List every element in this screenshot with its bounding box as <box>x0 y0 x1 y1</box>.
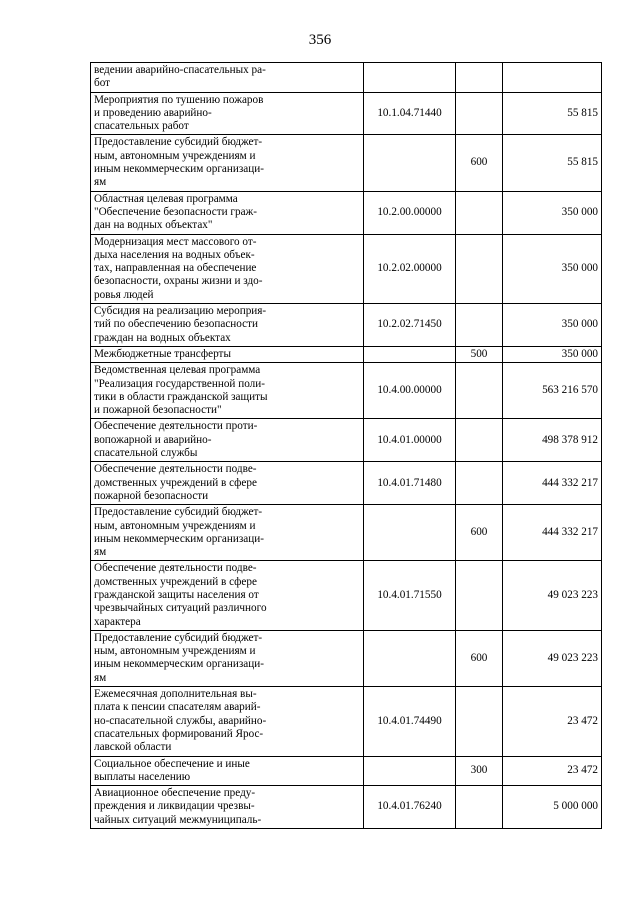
table-row <box>91 304 602 347</box>
row-code-cell: 10.2.02.71450 <box>364 304 456 347</box>
row-code-cell <box>364 346 456 362</box>
row-name-cell: Предоставление субсидий бюджет- ным, автономным учреждениям и иным некоммерческим организаци- ям <box>91 135 364 191</box>
row-name-cell: Ежемесячная дополнительная вы- плата к пенсии спасателям аварий- но-спасательной службы, аварийно- спасательных формирований Ярос- лавской области <box>91 687 364 756</box>
row-name-cell: Ведомственная целевая программа "Реализация государственной поли- тики в области гражданской защиты и пожарной безопасности" <box>91 363 364 419</box>
row-type-cell <box>456 786 503 829</box>
row-sum-cell: 444 332 217 <box>503 462 602 505</box>
row-code-cell <box>364 63 456 93</box>
row-name-cell: Обеспечение деятельности подве- домственных учреждений в сфере пожарной безопасности <box>91 462 364 505</box>
budget-table <box>90 62 602 829</box>
row-sum-cell: 55 815 <box>503 92 602 135</box>
row-type-cell <box>456 304 503 347</box>
row-type-cell: 500 <box>456 346 503 362</box>
table-row <box>91 346 602 362</box>
row-sum-cell: 498 378 912 <box>503 419 602 462</box>
row-name-cell: Предоставление субсидий бюджет- ным, автономным учреждениям и иным некоммерческим организаци- ям <box>91 505 364 561</box>
row-name-cell: Социальное обеспечение и иные выплаты населению <box>91 756 364 786</box>
row-type-cell <box>456 63 503 93</box>
row-sum-cell: 23 472 <box>503 756 602 786</box>
table-row <box>91 363 602 419</box>
row-type-cell <box>456 234 503 303</box>
row-sum-cell: 5 000 000 <box>503 786 602 829</box>
row-code-cell: 10.4.01.76240 <box>364 786 456 829</box>
row-type-cell <box>456 462 503 505</box>
table-row <box>91 191 602 234</box>
table-row <box>91 561 602 630</box>
row-sum-cell: 350 000 <box>503 234 602 303</box>
row-sum-cell: 350 000 <box>503 191 602 234</box>
row-sum-cell <box>503 63 602 93</box>
row-name-cell: Мероприятия по тушению пожаров и проведению аварийно- спасательных работ <box>91 92 364 135</box>
table-row <box>91 419 602 462</box>
table-row <box>91 92 602 135</box>
row-name-cell: Межбюджетные трансферты <box>91 346 364 362</box>
row-code-cell <box>364 135 456 191</box>
row-sum-cell: 49 023 223 <box>503 630 602 686</box>
row-type-cell: 600 <box>456 630 503 686</box>
row-sum-cell: 55 815 <box>503 135 602 191</box>
row-code-cell <box>364 630 456 686</box>
row-sum-cell: 350 000 <box>503 304 602 347</box>
row-type-cell <box>456 92 503 135</box>
row-code-cell: 10.2.02.00000 <box>364 234 456 303</box>
row-type-cell <box>456 687 503 756</box>
row-name-cell: Предоставление субсидий бюджет- ным, автономным учреждениям и иным некоммерческим организаци- ям <box>91 630 364 686</box>
row-name-cell: Обеспечение деятельности проти- вопожарной и аварийно- спасательной службы <box>91 419 364 462</box>
budget-table-body <box>91 63 602 829</box>
row-sum-cell: 444 332 217 <box>503 505 602 561</box>
table-row <box>91 505 602 561</box>
row-type-cell: 600 <box>456 505 503 561</box>
row-code-cell: 10.4.00.00000 <box>364 363 456 419</box>
row-type-cell <box>456 561 503 630</box>
row-sum-cell: 23 472 <box>503 687 602 756</box>
table-row <box>91 135 602 191</box>
row-name-cell: Областная целевая программа "Обеспечение безопасности граж- дан на водных объектах" <box>91 191 364 234</box>
row-code-cell <box>364 505 456 561</box>
row-code-cell: 10.4.01.71550 <box>364 561 456 630</box>
row-type-cell <box>456 191 503 234</box>
row-code-cell: 10.2.00.00000 <box>364 191 456 234</box>
row-code-cell: 10.4.01.74490 <box>364 687 456 756</box>
row-sum-cell: 49 023 223 <box>503 561 602 630</box>
row-code-cell: 10.1.04.71440 <box>364 92 456 135</box>
table-row <box>91 234 602 303</box>
table-row <box>91 786 602 829</box>
row-code-cell <box>364 756 456 786</box>
page-number: 356 <box>308 32 332 48</box>
table-row <box>91 462 602 505</box>
row-name-cell: Субсидия на реализацию мероприя- тий по обеспечению безопасности граждан на водных объектах <box>91 304 364 347</box>
row-name-cell: Модернизация мест массового от- дыха населения на водных объек- тах, направленная на обеспечение безопасности, охраны жизни и здо- ровья людей <box>91 234 364 303</box>
row-name-cell: Обеспечение деятельности подве- домственных учреждений в сфере гражданской защиты населения от чрезвычайных ситуаций различного характера <box>91 561 364 630</box>
row-type-cell <box>456 363 503 419</box>
row-code-cell: 10.4.01.71480 <box>364 462 456 505</box>
row-type-cell <box>456 419 503 462</box>
row-sum-cell: 563 216 570 <box>503 363 602 419</box>
row-code-cell: 10.4.01.00000 <box>364 419 456 462</box>
table-row <box>91 630 602 686</box>
row-type-cell: 300 <box>456 756 503 786</box>
row-name-cell: ведении аварийно-спасательных ра- бот <box>91 63 364 93</box>
row-sum-cell: 350 000 <box>503 346 602 362</box>
table-row <box>91 687 602 756</box>
table-row <box>91 63 602 93</box>
row-type-cell: 600 <box>456 135 503 191</box>
row-name-cell: Авиационное обеспечение преду- преждения и ликвидации чрезвы- чайных ситуаций межмуниципаль- <box>91 786 364 829</box>
table-row <box>91 756 602 786</box>
